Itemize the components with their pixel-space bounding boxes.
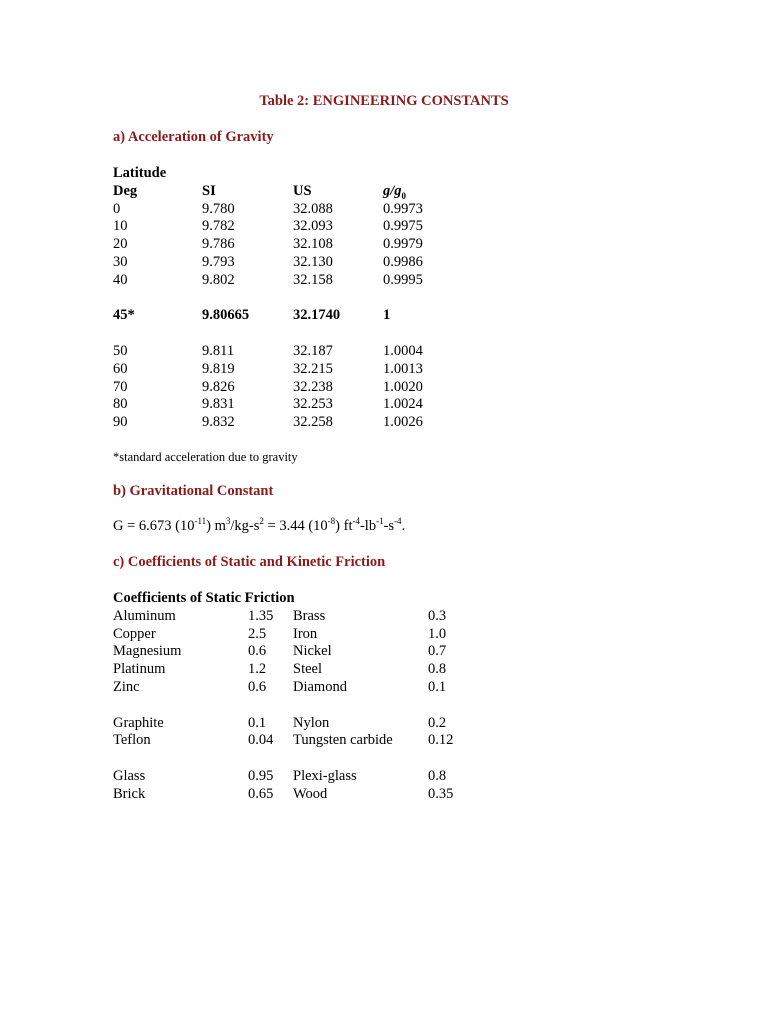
ratio-header: $g/g_0$ — [383, 182, 407, 201]
gravitational-constant-formula: G = 6.673 $(10^{-11}) m^3/kg-s^2 = 3.44$ $(10^{-8})$ $ft^{-4}-lb^{-1}-s^{-4}$. — [113, 516, 406, 534]
si-header: SI — [202, 182, 216, 199]
page-title: Table 2: ENGINEERING CONSTANTS — [259, 93, 509, 109]
us-header: US — [293, 182, 312, 199]
deg-header: Deg — [113, 182, 138, 199]
latitude-header: Latitude — [113, 165, 167, 181]
section-a-heading: a) Acceleration of Gravity — [113, 129, 274, 145]
gravity-footnote: *standard acceleration due to gravity — [113, 450, 298, 464]
friction-subheading: Coefficients of Static Friction — [113, 590, 295, 606]
section-b-heading: b) Gravitational Constant — [113, 483, 274, 499]
section-c-heading: c) Coefficients of Static and Kinetic Friction — [113, 554, 386, 570]
